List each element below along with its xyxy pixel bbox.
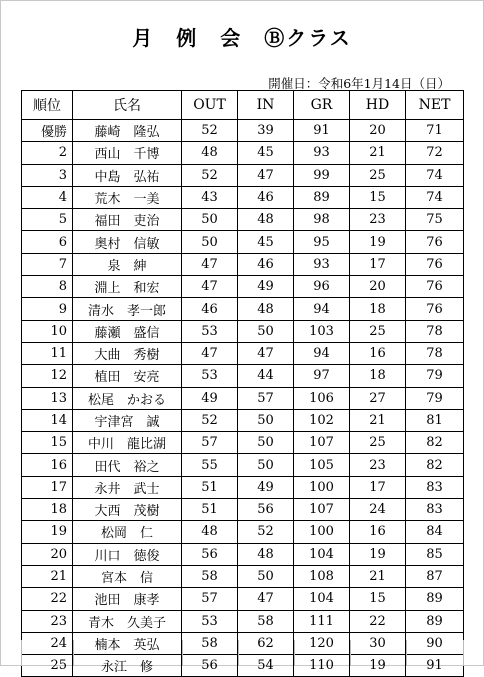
hd-score-cell: 23 [350, 209, 406, 231]
in-score-cell: 48 [238, 543, 294, 565]
empty-bottom-grid [21, 640, 464, 666]
table-row [22, 209, 464, 231]
hd-score-cell: 19 [350, 655, 406, 677]
in-score-cell: 47 [238, 164, 294, 186]
gr-score-cell: 89 [294, 186, 350, 208]
player-name-cell: 中島 弘祐 [73, 164, 182, 186]
player-name-cell: 田代 裕之 [73, 454, 182, 476]
rank-cell: 22 [22, 588, 73, 610]
in-score-cell: 48 [238, 298, 294, 320]
rank-cell: 21 [22, 565, 73, 587]
net-score-cell: 83 [406, 499, 464, 521]
in-score-cell: 49 [238, 276, 294, 298]
out-score-cell: 49 [182, 387, 238, 409]
table-row [22, 521, 464, 543]
gr-score-cell: 108 [294, 565, 350, 587]
table-row [22, 120, 464, 142]
net-score-cell: 72 [406, 142, 464, 164]
rank-cell: 18 [22, 499, 73, 521]
col-header-out: OUT [182, 91, 238, 120]
net-score-cell: 76 [406, 231, 464, 253]
table-row [22, 320, 464, 342]
net-score-cell: 74 [406, 164, 464, 186]
net-score-cell: 87 [406, 565, 464, 587]
table-row [22, 454, 464, 476]
hd-score-cell: 19 [350, 231, 406, 253]
player-name-cell: 奥村 信敏 [73, 231, 182, 253]
in-score-cell: 50 [238, 409, 294, 431]
in-score-cell: 45 [238, 231, 294, 253]
player-name-cell: 西山 千博 [73, 142, 182, 164]
hd-score-cell: 16 [350, 342, 406, 364]
table-row [22, 365, 464, 387]
out-score-cell: 47 [182, 342, 238, 364]
table-row [22, 565, 464, 587]
table-row [22, 409, 464, 431]
net-score-cell: 76 [406, 298, 464, 320]
in-score-cell: 44 [238, 365, 294, 387]
out-score-cell: 46 [182, 298, 238, 320]
in-score-cell: 56 [238, 499, 294, 521]
table-row [22, 298, 464, 320]
hd-score-cell: 25 [350, 164, 406, 186]
gr-score-cell: 120 [294, 632, 350, 654]
header-row [22, 91, 464, 120]
out-score-cell: 52 [182, 164, 238, 186]
rank-cell: 14 [22, 409, 73, 431]
in-score-cell: 49 [238, 476, 294, 498]
out-score-cell: 57 [182, 588, 238, 610]
hd-score-cell: 17 [350, 476, 406, 498]
table-row [22, 164, 464, 186]
hd-score-cell: 18 [350, 365, 406, 387]
rank-cell: 7 [22, 253, 73, 275]
table-row [22, 342, 464, 364]
rank-cell: 13 [22, 387, 73, 409]
player-name-cell: 植田 安亮 [73, 365, 182, 387]
out-score-cell: 43 [182, 186, 238, 208]
results-body [22, 120, 464, 677]
out-score-cell: 52 [182, 409, 238, 431]
table-row [22, 610, 464, 632]
table-row [22, 186, 464, 208]
net-score-cell: 83 [406, 476, 464, 498]
out-score-cell: 48 [182, 521, 238, 543]
table-row [22, 499, 464, 521]
col-header-gr: GR [294, 91, 350, 120]
hd-score-cell: 25 [350, 432, 406, 454]
in-score-cell: 48 [238, 209, 294, 231]
player-name-cell: 大曲 秀樹 [73, 342, 182, 364]
in-score-cell: 52 [238, 521, 294, 543]
net-score-cell: 82 [406, 432, 464, 454]
gr-score-cell: 99 [294, 164, 350, 186]
player-name-cell: 藤瀬 盛信 [73, 320, 182, 342]
rank-cell: 8 [22, 276, 73, 298]
rank-cell: 2 [22, 142, 73, 164]
out-score-cell: 50 [182, 209, 238, 231]
table-row [22, 142, 464, 164]
rank-cell: 16 [22, 454, 73, 476]
in-score-cell: 47 [238, 588, 294, 610]
hd-score-cell: 22 [350, 610, 406, 632]
net-score-cell: 81 [406, 409, 464, 431]
gr-score-cell: 94 [294, 342, 350, 364]
out-score-cell: 58 [182, 565, 238, 587]
gr-score-cell: 103 [294, 320, 350, 342]
net-score-cell: 79 [406, 365, 464, 387]
in-score-cell: 45 [238, 142, 294, 164]
hd-score-cell: 16 [350, 521, 406, 543]
net-score-cell: 89 [406, 588, 464, 610]
rank-cell: 10 [22, 320, 73, 342]
in-score-cell: 50 [238, 320, 294, 342]
col-header-name: 氏名 [73, 91, 182, 120]
rank-cell: 3 [22, 164, 73, 186]
table-row [22, 432, 464, 454]
gr-score-cell: 104 [294, 543, 350, 565]
net-score-cell: 76 [406, 253, 464, 275]
out-score-cell: 57 [182, 432, 238, 454]
rank-cell: 6 [22, 231, 73, 253]
gr-score-cell: 107 [294, 499, 350, 521]
out-score-cell: 58 [182, 632, 238, 654]
player-name-cell: 楠本 英弘 [73, 632, 182, 654]
gr-score-cell: 100 [294, 476, 350, 498]
player-name-cell: 淵上 和宏 [73, 276, 182, 298]
player-name-cell: 青木 久美子 [73, 610, 182, 632]
player-name-cell: 藤崎 隆弘 [73, 120, 182, 142]
gr-score-cell: 107 [294, 432, 350, 454]
rank-cell: 15 [22, 432, 73, 454]
hd-score-cell: 19 [350, 543, 406, 565]
player-name-cell: 大西 茂樹 [73, 499, 182, 521]
in-score-cell: 57 [238, 387, 294, 409]
in-score-cell: 58 [238, 610, 294, 632]
gr-score-cell: 104 [294, 588, 350, 610]
player-name-cell: 宮本 信 [73, 565, 182, 587]
hd-score-cell: 25 [350, 320, 406, 342]
in-score-cell: 46 [238, 253, 294, 275]
table-row [22, 276, 464, 298]
out-score-cell: 52 [182, 120, 238, 142]
table-row [22, 543, 464, 565]
net-score-cell: 78 [406, 320, 464, 342]
in-score-cell: 62 [238, 632, 294, 654]
out-score-cell: 56 [182, 655, 238, 677]
net-score-cell: 84 [406, 521, 464, 543]
player-name-cell: 清水 孝一郎 [73, 298, 182, 320]
net-score-cell: 71 [406, 120, 464, 142]
col-header-rank: 順位 [22, 91, 73, 120]
col-header-in: IN [238, 91, 294, 120]
table-row [22, 231, 464, 253]
hd-score-cell: 20 [350, 276, 406, 298]
hd-score-cell: 20 [350, 120, 406, 142]
gr-score-cell: 95 [294, 231, 350, 253]
gr-score-cell: 98 [294, 209, 350, 231]
event-date: 開催日：令和6年1月14日（日） [268, 76, 450, 91]
rank-cell: 25 [22, 655, 73, 677]
rank-cell: 12 [22, 365, 73, 387]
col-header-hd: HD [350, 91, 406, 120]
hd-score-cell: 21 [350, 409, 406, 431]
out-score-cell: 51 [182, 499, 238, 521]
hd-score-cell: 21 [350, 565, 406, 587]
player-name-cell: 宇津宮 誠 [73, 409, 182, 431]
player-name-cell: 中川 龍比湖 [73, 432, 182, 454]
table-row [22, 253, 464, 275]
net-score-cell: 74 [406, 186, 464, 208]
rank-cell: 20 [22, 543, 73, 565]
hd-score-cell: 30 [350, 632, 406, 654]
rank-cell: 11 [22, 342, 73, 364]
page-title: 月 例 会 Ⓑクラス [132, 26, 352, 50]
net-score-cell: 75 [406, 209, 464, 231]
net-score-cell: 91 [406, 655, 464, 677]
table-row [22, 387, 464, 409]
in-score-cell: 50 [238, 454, 294, 476]
hd-score-cell: 15 [350, 186, 406, 208]
in-score-cell: 47 [238, 342, 294, 364]
hd-score-cell: 24 [350, 499, 406, 521]
rank-cell: 優勝 [22, 120, 73, 142]
player-name-cell: 福田 吏治 [73, 209, 182, 231]
rank-cell: 19 [22, 521, 73, 543]
rank-cell: 5 [22, 209, 73, 231]
gr-score-cell: 96 [294, 276, 350, 298]
player-name-cell: 池田 康孝 [73, 588, 182, 610]
out-score-cell: 53 [182, 365, 238, 387]
net-score-cell: 76 [406, 276, 464, 298]
gr-score-cell: 94 [294, 298, 350, 320]
out-score-cell: 50 [182, 231, 238, 253]
out-score-cell: 47 [182, 276, 238, 298]
gr-score-cell: 97 [294, 365, 350, 387]
rank-cell: 17 [22, 476, 73, 498]
hd-score-cell: 18 [350, 298, 406, 320]
rank-cell: 24 [22, 632, 73, 654]
player-name-cell: 松岡 仁 [73, 521, 182, 543]
table-row [22, 588, 464, 610]
in-score-cell: 54 [238, 655, 294, 677]
out-score-cell: 53 [182, 610, 238, 632]
gr-score-cell: 102 [294, 409, 350, 431]
hd-score-cell: 17 [350, 253, 406, 275]
player-name-cell: 松尾 かおる [73, 387, 182, 409]
col-header-net: NET [406, 91, 464, 120]
net-score-cell: 85 [406, 543, 464, 565]
gr-score-cell: 100 [294, 521, 350, 543]
hd-score-cell: 15 [350, 588, 406, 610]
rank-cell: 4 [22, 186, 73, 208]
in-score-cell: 50 [238, 565, 294, 587]
player-name-cell: 泉 紳 [73, 253, 182, 275]
gr-score-cell: 110 [294, 655, 350, 677]
gr-score-cell: 91 [294, 120, 350, 142]
player-name-cell: 永江 修 [73, 655, 182, 677]
in-score-cell: 46 [238, 186, 294, 208]
gr-score-cell: 105 [294, 454, 350, 476]
results-table [21, 90, 464, 677]
player-name-cell: 永井 武士 [73, 476, 182, 498]
net-score-cell: 79 [406, 387, 464, 409]
hd-score-cell: 23 [350, 454, 406, 476]
out-score-cell: 56 [182, 543, 238, 565]
out-score-cell: 53 [182, 320, 238, 342]
gr-score-cell: 106 [294, 387, 350, 409]
out-score-cell: 55 [182, 454, 238, 476]
net-score-cell: 89 [406, 610, 464, 632]
player-name-cell: 荒木 一美 [73, 186, 182, 208]
out-score-cell: 48 [182, 142, 238, 164]
net-score-cell: 90 [406, 632, 464, 654]
out-score-cell: 51 [182, 476, 238, 498]
gr-score-cell: 93 [294, 253, 350, 275]
hd-score-cell: 21 [350, 142, 406, 164]
gr-score-cell: 111 [294, 610, 350, 632]
gr-score-cell: 93 [294, 142, 350, 164]
hd-score-cell: 27 [350, 387, 406, 409]
net-score-cell: 78 [406, 342, 464, 364]
net-score-cell: 82 [406, 454, 464, 476]
rank-cell: 23 [22, 610, 73, 632]
in-score-cell: 50 [238, 432, 294, 454]
table-row [22, 476, 464, 498]
in-score-cell: 39 [238, 120, 294, 142]
player-name-cell: 川口 徳俊 [73, 543, 182, 565]
rank-cell: 9 [22, 298, 73, 320]
out-score-cell: 47 [182, 253, 238, 275]
